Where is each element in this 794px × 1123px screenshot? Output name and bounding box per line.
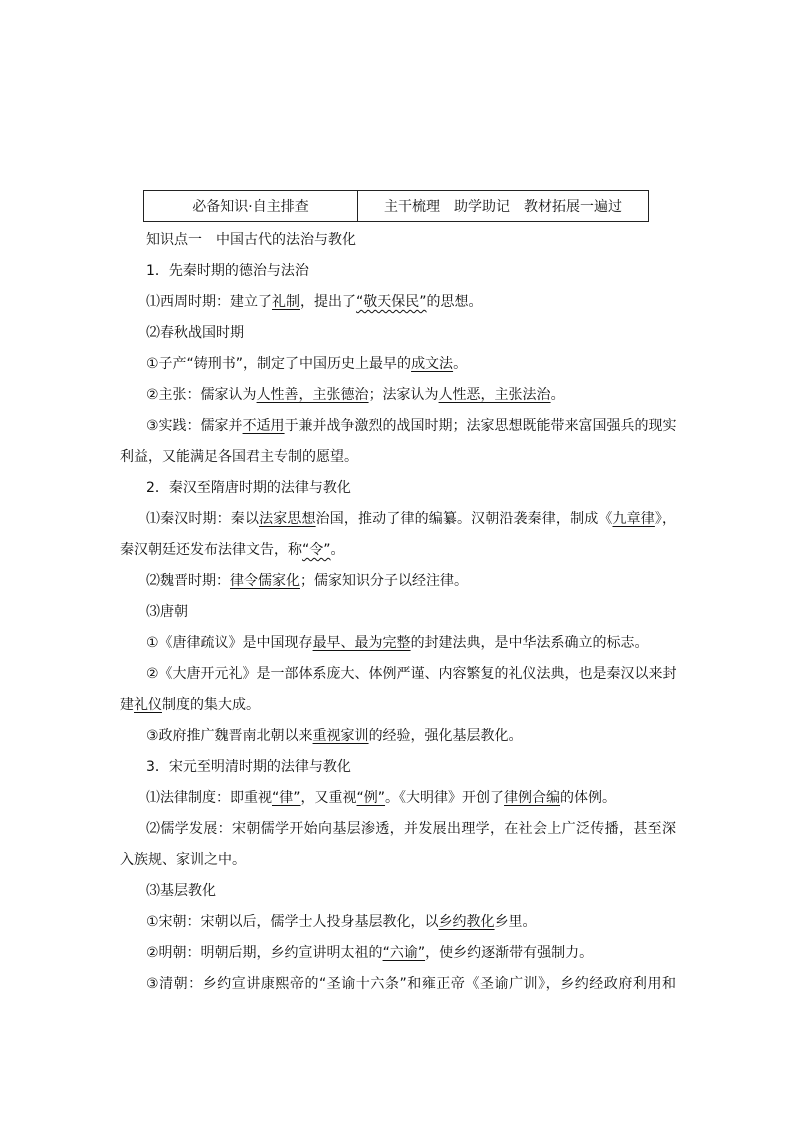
text-segment: 制度的集大成。 xyxy=(162,697,260,713)
underlined-text: 乡约教化 xyxy=(438,914,495,930)
text-segment: ③实践：儒家并 xyxy=(146,418,243,434)
underlined-text: 成文法 xyxy=(411,356,454,372)
text-segment: ⑵春秋战国时期 xyxy=(146,325,244,341)
text-line xyxy=(146,634,649,652)
text-segment: 入族规、家训之中。 xyxy=(120,852,246,868)
text-line xyxy=(146,572,468,590)
text-line xyxy=(146,882,216,900)
section-header-left: 必备知识·自主排查 xyxy=(144,191,358,221)
text-line xyxy=(120,448,358,466)
text-segment: 于兼并战争激烈的战国时期；法家思想既能带来富国强兵的现实 xyxy=(284,418,677,434)
text-line xyxy=(146,913,537,931)
text-segment: 3．宋元至明清时期的法律与教化 xyxy=(146,759,351,775)
underlined-text: “例” xyxy=(356,790,386,806)
text-segment: ②主张：儒家认为 xyxy=(146,387,257,403)
text-line xyxy=(146,262,309,280)
underlined-text: “六谕” xyxy=(382,945,426,961)
underlined-text: 法家思想 xyxy=(259,511,316,527)
text-segment: ③政府推广魏晋南北朝以来 xyxy=(146,728,313,744)
text-segment: ②明朝：明朝后期，乡约宣讲明太祖的 xyxy=(146,945,383,961)
text-segment: ①子产“铸刑书”，制定了中国历史上最早的 xyxy=(146,356,412,372)
text-segment: 的经验，强化基层教化。 xyxy=(368,728,523,744)
text-segment: ，提出了 xyxy=(300,294,356,310)
text-segment: ，又重视 xyxy=(300,790,357,806)
text-line xyxy=(146,665,676,683)
underlined-text: 最早、最为完整 xyxy=(312,635,411,651)
text-segment: 》， xyxy=(654,511,677,527)
text-line xyxy=(120,541,345,559)
text-segment: ，使乡约逐渐带有强制力。 xyxy=(425,945,594,961)
text-segment: 利益，又能满足各国君主专制的愿望。 xyxy=(120,449,358,465)
text-line xyxy=(146,479,351,497)
text-line xyxy=(146,231,356,249)
text-segment: 2．秦汉至隋唐时期的法律与教化 xyxy=(146,480,351,496)
text-segment: ⑴法律制度：即重视 xyxy=(146,790,272,806)
text-segment: 。 xyxy=(330,542,345,558)
text-segment: ③清朝：乡约宣讲康熙帝的“圣谕十六条”和雍正帝《圣谕广训》，乡约经政府利用和 xyxy=(146,976,676,992)
text-segment: 治国，推动了律的编纂。汉朝沿袭秦律，制成《 xyxy=(315,511,613,527)
section-header-right: 主干梳理 助学助记 教材拓展一遍过 xyxy=(384,199,622,215)
text-segment: ①《唐律疏议》是中国现存 xyxy=(146,635,313,651)
text-line xyxy=(146,293,483,311)
text-line xyxy=(146,727,523,745)
text-segment: ①宋朝：宋朝以后，儒学士人投身基层教化，以 xyxy=(146,914,439,930)
underlined-text: 不适用 xyxy=(242,418,285,434)
text-line xyxy=(146,510,676,528)
text-segment: 的体例。 xyxy=(560,790,617,806)
text-segment: ；法家认为 xyxy=(368,387,439,403)
underlined-text: 礼制 xyxy=(272,294,300,310)
text-line xyxy=(120,696,260,714)
text-segment: ；儒家知识分子以经注律。 xyxy=(300,573,468,589)
text-line xyxy=(146,975,676,993)
underlined-text: “敬天保民” xyxy=(356,294,427,310)
underlined-text: 人性善，主张德治 xyxy=(256,387,369,403)
text-segment: ⑵魏晋时期： xyxy=(146,573,230,589)
text-line xyxy=(146,820,676,838)
text-segment: ②《大唐开元礼》是一部体系庞大、体例严谨、内容繁复的礼仪法典，也是秦汉以来封 xyxy=(146,666,677,682)
text-line xyxy=(146,944,593,962)
text-segment: 知识点一 中国古代的法治与教化 xyxy=(146,232,356,248)
text-segment: 。 xyxy=(550,387,565,403)
text-segment: ⑴秦汉时期：秦以 xyxy=(146,511,260,527)
text-segment: 的封建法典，是中华法系确立的标志。 xyxy=(410,635,649,651)
text-line xyxy=(120,851,246,869)
underlined-text: 人性恶，主张法治 xyxy=(438,387,551,403)
underlined-text: 重视家训 xyxy=(312,728,369,744)
underlined-text: 律例合编 xyxy=(504,790,561,806)
underlined-text: “律” xyxy=(272,790,301,806)
text-segment: 乡里。 xyxy=(494,914,537,930)
underlined-text: “令” xyxy=(302,542,331,558)
underlined-text: 礼仪 xyxy=(134,697,162,713)
text-segment: 秦汉朝廷还发布法律文告，称 xyxy=(120,542,302,558)
text-segment: 。 xyxy=(453,356,468,372)
text-line xyxy=(146,758,351,776)
section-header-box xyxy=(143,190,649,222)
text-segment: 1．先秦时期的德治与法治 xyxy=(146,263,309,279)
text-line xyxy=(146,355,467,373)
text-segment: 。《大明律》开创了 xyxy=(385,790,505,806)
text-line xyxy=(146,386,565,404)
text-segment: 建 xyxy=(120,697,134,713)
text-line xyxy=(146,324,244,342)
text-segment: ⑶基层教化 xyxy=(146,883,216,899)
text-segment: ⑵儒学发展：宋朝儒学开始向基层渗透，并发展出理学，在社会上广泛传播，甚至深 xyxy=(146,821,676,837)
text-segment: 的思想。 xyxy=(426,294,483,310)
text-line xyxy=(146,417,676,435)
text-segment: ⑶唐朝 xyxy=(146,604,188,620)
text-line xyxy=(146,603,188,621)
underlined-text: 律令儒家化 xyxy=(230,573,300,589)
underlined-text: 九章律 xyxy=(612,511,655,527)
text-line xyxy=(146,789,616,807)
text-segment: ⑴西周时期：建立了 xyxy=(146,294,272,310)
